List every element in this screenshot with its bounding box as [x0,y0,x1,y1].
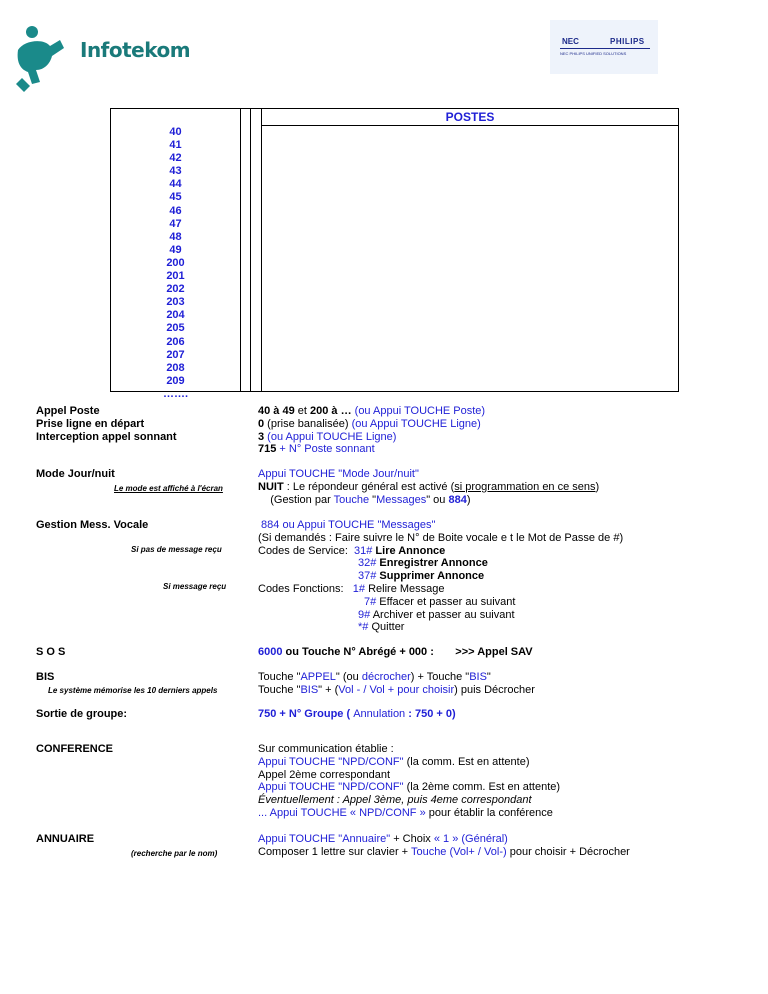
label-interception: Interception appel sonnant [36,431,177,443]
bis-line-2 [258,684,535,697]
text-quote: " [369,493,377,506]
text-codes-service: Codes de Service: [258,544,354,557]
code-1: 1# [352,582,366,595]
postes-list [111,126,240,401]
text-touche-annuaire: Appui TOUCHE "Annuaire" [258,833,391,845]
mode-jour-line-1: Appui TOUCHE "Mode Jour/nuit" [258,468,419,480]
label-prise-ligne: Prise ligne en départ [36,418,145,430]
philips-logo-text: PHILIPS [610,37,645,46]
text-bis-2: BIS [300,683,319,696]
annuaire-content [258,833,630,859]
text-touche-quote-2: Touche " [258,683,301,696]
code-37: 37# [358,570,377,583]
text-repondeur: : Le répondeur général est activé ( [283,480,455,493]
code-750-groupe: 750 + N° Groupe ( [258,708,354,720]
nec-logo-text: NEC [562,37,579,46]
text-enregistrer-annonce: Enregistrer Annonce [376,557,488,570]
code-7: 7# [364,595,377,608]
label-annuaire: ANNUAIRE [36,833,95,845]
poste-number: 202 [166,283,185,296]
text-codes-fonctions: Codes Fonctions: [258,582,353,595]
note-mode-affiche: Le mode est affiché à l'écran [114,484,223,493]
poste-number: 203 [166,296,185,309]
range-40-49: 40 à 49 [258,405,295,417]
code-6000: 6000 [258,646,283,658]
appel-poste-content [258,405,485,456]
label-mode-jour: Mode Jour/nuit [36,468,115,480]
code-32-line [258,557,623,570]
text-gestion-par: (Gestion par [258,493,334,506]
postes-spacer-column [240,109,251,391]
text-quitter: Quitter [368,621,405,634]
sortie-content [258,708,456,721]
poste-number: 46 [169,204,182,217]
label-appel-poste: Appel Poste [36,405,100,417]
text-annulation: Annulation [353,708,406,720]
poste-number: 200 [166,256,185,269]
nec-philips-logo [550,20,658,74]
text-npd-conf-3: ... Appui TOUCHE « NPD/CONF » [258,806,426,819]
messagerie-line-1: 884 ou Appui TOUCHE "Messages" [258,519,436,531]
appel-poste-labels [36,405,177,444]
text-touche-ligne-2: (ou Appui TOUCHE Ligne) [264,430,397,443]
conference-line-1: Sur communication établie : [258,743,394,755]
postes-title: POSTES [445,110,495,124]
text-archiver: Archiver et passer au suivant [370,608,515,621]
note-annuaire: (recherche par le nom) [131,849,218,858]
poste-number: ……. [162,387,189,400]
code-0: 0 [258,417,265,430]
code-3: 3 [258,430,265,443]
note-pas-de-message: Si pas de message reçu [131,545,222,554]
text-choix: + Choix [390,833,434,845]
mode-jour-line-3 [258,494,599,507]
poste-number: 44 [169,178,182,191]
postes-header-divider [261,125,679,126]
poste-number: 209 [166,374,185,387]
range-200: 200 à … [310,405,352,417]
text-nuit: NUIT [258,480,284,493]
logo-rule [560,48,650,49]
text-supprimer-annonce: Supprimer Annonce [376,570,485,583]
text-paren: ) [595,480,600,493]
conference-line-6 [258,807,560,820]
poste-number: 201 [166,270,185,283]
mode-jour-content [258,468,599,506]
text-messages: Messages [376,493,427,506]
poste-number: 48 [169,230,182,243]
text-plus-paren: " + ( [318,683,339,696]
text-appel: APPEL [300,671,336,683]
code-31: 31# [354,544,373,557]
conference-line-2 [258,756,560,769]
label-sortie-groupe: Sortie de groupe: [36,708,128,720]
annuaire-line-1 [258,833,630,846]
infotekom-logo [10,20,191,98]
poste-number: 47 [169,217,182,230]
code-star: *# [358,621,369,634]
code-37-line [258,570,623,583]
text-vol-choisir: Vol - / Vol + pour choisir [338,683,455,696]
text-et: et [294,405,310,417]
text-etablir-conference: pour établir la conférence [425,806,553,819]
code-884: 884 [448,493,467,506]
text-effacer: Effacer et passer au suivant [376,595,516,608]
codes-service-line [258,545,623,558]
text-choisir-decrocher: pour choisir + Décrocher [506,845,630,858]
text-bis: BIS [469,671,487,683]
poste-number: 207 [166,348,185,361]
label-sos: S O S [36,646,66,658]
text-paren-close: ) [466,493,471,506]
text-npd-conf: Appui TOUCHE "NPD/CONF" [258,755,404,768]
conference-line-3: Appel 2ème correspondant [258,768,391,781]
text-touche-ligne: (ou Appui TOUCHE Ligne) [351,417,481,430]
text-1-general: « 1 » (Général) [433,833,508,845]
text-poste-sonnant: + N° Poste sonnant [276,443,375,456]
prise-ligne-line [258,418,485,431]
poste-number: 205 [166,322,185,335]
conference-content [258,743,560,820]
postes-table [110,108,679,400]
text-plus-touche: ) + Touche " [410,671,470,683]
messagerie-line-2: (Si demandés : Faire suivre le N° de Boite vocale e t le Mot de Passe de #) [258,531,624,544]
codes-fonctions-line [258,583,623,596]
text-prise-banalisee: (prise banalisée) [264,417,352,430]
mascot-icon [10,20,80,98]
appel-poste-line [258,405,485,418]
text-relire: Relire Message [365,582,445,595]
text-si-programmation: si programmation en ce sens [454,480,596,493]
conference-line-5: Éventuellement : Appel 3ème, puis 4eme correspondant [258,794,532,807]
poste-number: 42 [169,152,182,165]
bis-line-1 [258,671,535,684]
code-9: 9# [358,608,371,621]
poste-number: 208 [166,361,185,374]
messagerie-content [258,519,623,634]
code-star-line [258,621,623,634]
poste-number: 45 [169,191,182,204]
mode-jour-line-2 [258,481,599,494]
postes-spacer-column [251,109,262,391]
code-9-line [258,609,623,622]
poste-number: 40 [169,126,182,138]
text-ou: " ou [426,493,449,506]
note-message-recu: Si message reçu [163,582,227,591]
interception-line [258,431,485,444]
label-conference: CONFERENCE [36,743,114,755]
note-bis: Le système mémorise les 10 derniers appels [48,686,218,695]
code-7-line [258,596,623,609]
label-bis: BIS [36,671,55,683]
text-appel-sav: ou Touche N° Abrégé + 000 : >>> Appel SAV [282,646,533,658]
text-lire-annonce: Lire Annonce [372,544,446,557]
sos-content [258,646,533,659]
text-ou-paren: " (ou [335,671,362,683]
logo-subtitle: NEC PHILIPS UNIFIED SOLUTIONS [560,51,627,56]
text-comm-attente: (la comm. Est en attente) [403,755,530,768]
annuaire-line-2 [258,846,630,859]
poste-number: 43 [169,165,182,178]
text-decrocher: décrocher [361,671,411,683]
poste-number: 49 [169,243,182,256]
logo-text: Infotekom [80,38,191,62]
text-quote-end: " [486,671,491,683]
poste-sonnant-line [258,443,485,456]
text-touche-quote: Touche " [258,671,301,683]
code-715: 715 [258,443,277,456]
poste-number: 41 [169,139,182,152]
code-32: 32# [358,557,377,570]
text-touche: Touche [333,493,370,506]
conference-line-4 [258,781,560,794]
text-2eme-comm: (la 2ème comm. Est en attente) [403,781,561,794]
text-touche-vol: Touche (Vol+ / Vol-) [410,845,507,858]
poste-number: 204 [166,309,185,322]
text-npd-conf-2: Appui TOUCHE "NPD/CONF" [258,781,404,794]
text-puis-decrocher: ) puis Décrocher [454,683,535,696]
text-touche-poste: (ou Appui TOUCHE Poste) [351,405,486,417]
code-750-0: : 750 + 0) [405,708,456,720]
poste-number: 206 [166,335,185,348]
text-composer: Composer 1 lettre sur clavier + [258,845,411,858]
label-messagerie: Gestion Mess. Vocale [36,519,149,531]
bis-content [258,671,535,697]
